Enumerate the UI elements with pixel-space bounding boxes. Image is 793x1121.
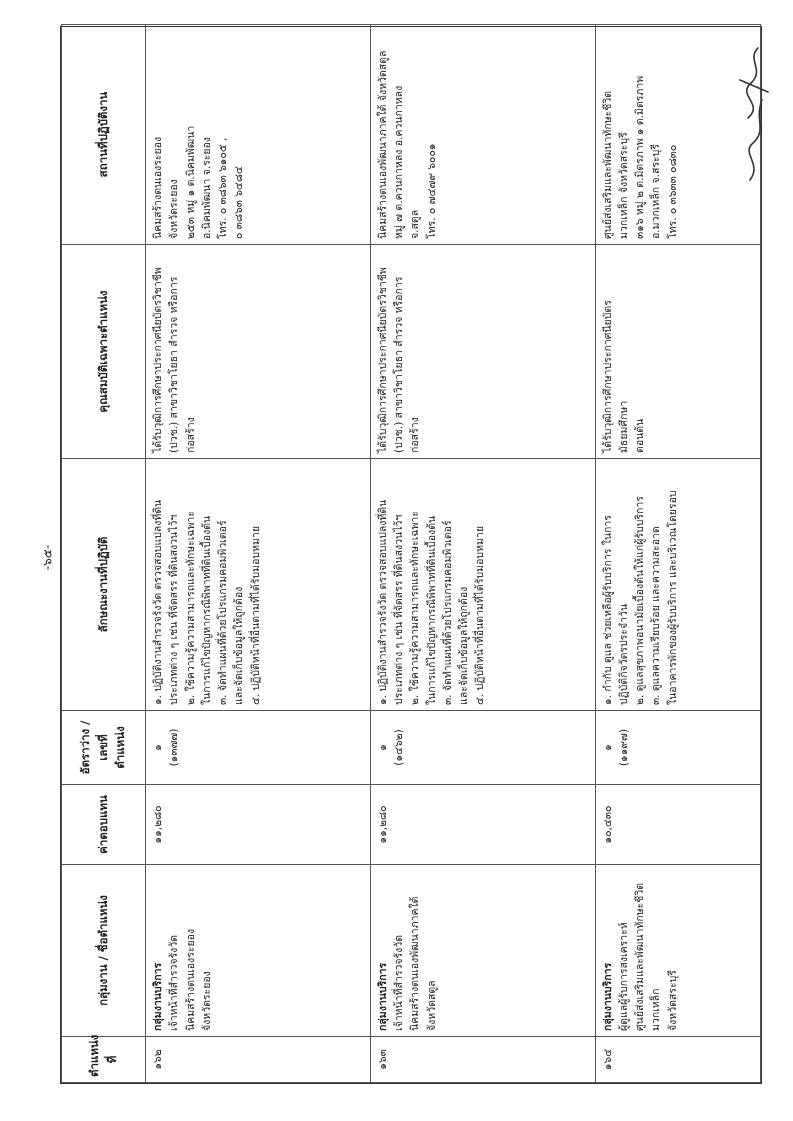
duty-line: และจัดเก็บข้อมูลให้ถูกต้อง (233, 586, 246, 705)
header-row (62, 25, 146, 1083)
header-no: ตำแหน่งที่ (62, 1037, 146, 1083)
header-position: กลุ่มงาน / ชื่อตำแหน่ง (62, 865, 146, 1037)
header-duties: ลักษณะงานที่ปฏิบัติ (62, 459, 146, 711)
qual-line: ตอนต้น (634, 418, 647, 453)
place-line: โทร. ๐ ๓๘๖๓ ๖๑๐๕ , (217, 137, 230, 239)
place-line: มวกเหล็ก จังหวัดสระบุรี (617, 132, 630, 239)
place-line: ๒๕๓ หมู่ ๑ ต.นิคมพัฒนา (184, 125, 197, 239)
duty-line: ประเภทต่าง ๆ เช่น ที่จัดสรร ที่ดินสงวนไว้ฯ (393, 514, 406, 705)
qual-line: ได้รับวุฒิการศึกษาประกาศนียบัตรวิชาชีพ (376, 267, 389, 453)
row-qualification (146, 245, 371, 459)
position-line: ผู้ดูแลผู้รับการสงเคราะห์ (617, 922, 630, 1031)
row-qualification (370, 245, 595, 459)
position-line: นิคมสร้างตนเองพัฒนาภาคใต้ จังหวัดสตูล (409, 896, 438, 1031)
vacancy-count: ๑ (376, 744, 389, 751)
qual-line: (ปวช.) สาขาวิชาโยธา สำรวจ หรือการก่อสร้าง (168, 276, 197, 453)
place-line: อ.มวกเหล็ก จ.สระบุรี (650, 144, 663, 239)
duty-line: ๑. ปฏิบัติงานสำรวจรังวัด ตรวจสอบแปลงที่ดิน (152, 499, 164, 705)
row-position (370, 865, 595, 1037)
table-row (146, 25, 371, 1083)
position-line: นิคมสร้างตนเองระยอง (184, 928, 197, 1031)
row-vacancy (146, 711, 371, 785)
duty-line: ๒. ใช้ความรู้ความสามารถและทักษะเฉพาะ (184, 511, 197, 705)
row-workplace (370, 25, 595, 245)
place-line: จังหวัดระยอง (168, 179, 181, 239)
group-label: กลุ่มงานบริการ (376, 962, 389, 1031)
position-line: เจ้าหน้าที่สำรวจรังวัด (393, 934, 406, 1031)
duty-line: ๔. ปฏิบัติหน้าที่อื่นตามที่ได้รับมอบหมาย (249, 526, 262, 705)
duty-line: ๓. ดูแลความเรียบร้อย และความสะอาด (650, 526, 663, 705)
group-label: กลุ่มงานบริการ (601, 962, 614, 1031)
position-line: ศูนย์ส่งเสริมและพัฒนาทักษะชีวิตมวกเหล็ก (634, 882, 663, 1031)
table-row (370, 25, 595, 1083)
row-pay: ๑๑,๒๘๐ (370, 785, 595, 865)
duty-line: ในอาคารพักของผู้รับบริการ และบริเวณโดยรอบ (666, 490, 679, 705)
header-vacancy: อัตราว่าง / เลขที่ตำแหน่ง (62, 711, 146, 785)
vacancy-count: ๑ (152, 744, 164, 751)
slot-number: (๑๓๗๗) (168, 728, 181, 767)
duty-line: ในการแก้ไขปัญหากรณีพิพาทที่ดินเบื้องต้น (425, 515, 438, 705)
positions-table-rotated (60, 26, 762, 1084)
position-line: จังหวัดระยอง (200, 971, 213, 1031)
row-duties (146, 459, 371, 711)
row-qualification (595, 245, 760, 459)
row-duties (595, 459, 760, 711)
duty-line: ประเภทต่าง ๆ เช่น ที่จัดสรร ที่ดินสงวนไว้ฯ (168, 514, 181, 705)
row-no: ๑๖๔ (595, 1037, 760, 1083)
duty-line: ๑. ปฏิบัติงานสำรวจรังวัด ตรวจสอบแปลงที่ดิน (376, 499, 389, 705)
place-line: โทร. ๐ ๓๖๓๓ ๐๘๓๐ (666, 144, 679, 239)
row-workplace (146, 25, 371, 245)
row-no: ๑๖๓ (370, 1037, 595, 1083)
header-qualification: คุณสมบัติเฉพาะตำแหน่ง (62, 245, 146, 459)
qual-line: (ปวช.) สาขาวิชาโยธา สำรวจ หรือการก่อสร้าง (393, 276, 422, 453)
page-number: -๖๕- (40, 544, 55, 571)
place-line: อ.นิคมพัฒนา จ.ระยอง (200, 137, 213, 239)
duty-line: ๔. ปฏิบัติหน้าที่อื่นตามที่ได้รับมอบหมาย (474, 526, 487, 705)
row-pay: ๑๐,๔๓๐ (595, 785, 760, 865)
place-line: นิคมสร้างตนเองพัฒนาภาคใต้ จังหวัดสตูล (376, 50, 389, 239)
group-label: กลุ่มงานบริการ (152, 962, 164, 1031)
duty-line: ๑. กำกับ ดูแล ช่วยเหลือผู้รับบริการ ในการ (601, 515, 614, 705)
vacancy-count: ๑ (601, 744, 614, 751)
qual-line: ได้รับวุฒิการศึกษาประกาศนียบัตรวิชาชีพ (152, 267, 164, 453)
place-line: โทร. ๐ ๗๔๗๙ ๖๐๐๑ (425, 143, 438, 239)
row-pay: ๑๑,๒๘๐ (146, 785, 371, 865)
row-no: ๑๖๒ (146, 1037, 371, 1083)
header-pay: ค่าตอบแทน (62, 785, 146, 865)
duty-line: และจัดเก็บข้อมูลให้ถูกต้อง (458, 586, 471, 705)
row-position (146, 865, 371, 1037)
header-workplace: สถานที่ปฏิบัติงาน (62, 25, 146, 245)
place-line: ๐ ๓๘๖๓ ๖๔๘๔ (233, 166, 246, 239)
duty-line: ในการแก้ไขปัญหากรณีพิพาทที่ดินเบื้องต้น (200, 515, 213, 705)
row-vacancy (595, 711, 760, 785)
duty-line: ปฏิบัติกิจวัตรประจำวัน (617, 603, 630, 705)
slot-number: (๑๔๖๒) (393, 729, 406, 766)
position-line: เจ้าหน้าที่สำรวจรังวัด (168, 934, 181, 1031)
slot-number: (๑๑๙๗) (617, 728, 630, 767)
row-position (595, 865, 760, 1037)
place-line: หมู่ ๗ ต.ควนกาหลง อ.ควนกาหลง (393, 85, 406, 239)
place-line: ศูนย์ส่งเสริมและพัฒนาทักษะชีวิต (601, 90, 614, 239)
duty-line: ๓. จัดทำแผนที่ด้วยโปรแกรมคอมพิวเตอร์ (217, 520, 230, 705)
row-vacancy (370, 711, 595, 785)
place-line: ๓๑๖ หมู่ ๒ ต.มิตรภาพ ๑ ต.มิตรภาพ (634, 75, 647, 239)
position-line: จังหวัดสระบุรี (666, 970, 679, 1031)
row-duties (370, 459, 595, 711)
signature-mark (728, 40, 776, 200)
duty-line: ๓. จัดทำแผนที่ด้วยโปรแกรมคอมพิวเตอร์ (441, 520, 454, 705)
duty-line: ๒. ใช้ความรู้ความสามารถและทักษะเฉพาะ (409, 511, 422, 705)
place-line: นิคมสร้างตนเองระยอง (152, 136, 164, 239)
positions-table (61, 24, 761, 1083)
place-line: จ.สตูล (409, 209, 422, 239)
qual-line: ได้รับวุฒิการศึกษาประกาศนียบัตรมัธยมศึกษา (601, 300, 630, 453)
duty-line: ๒. ดูแลสุขภาพอนามัยเบื้องต้นให้แก่ผู้รับบริการ (634, 496, 647, 705)
